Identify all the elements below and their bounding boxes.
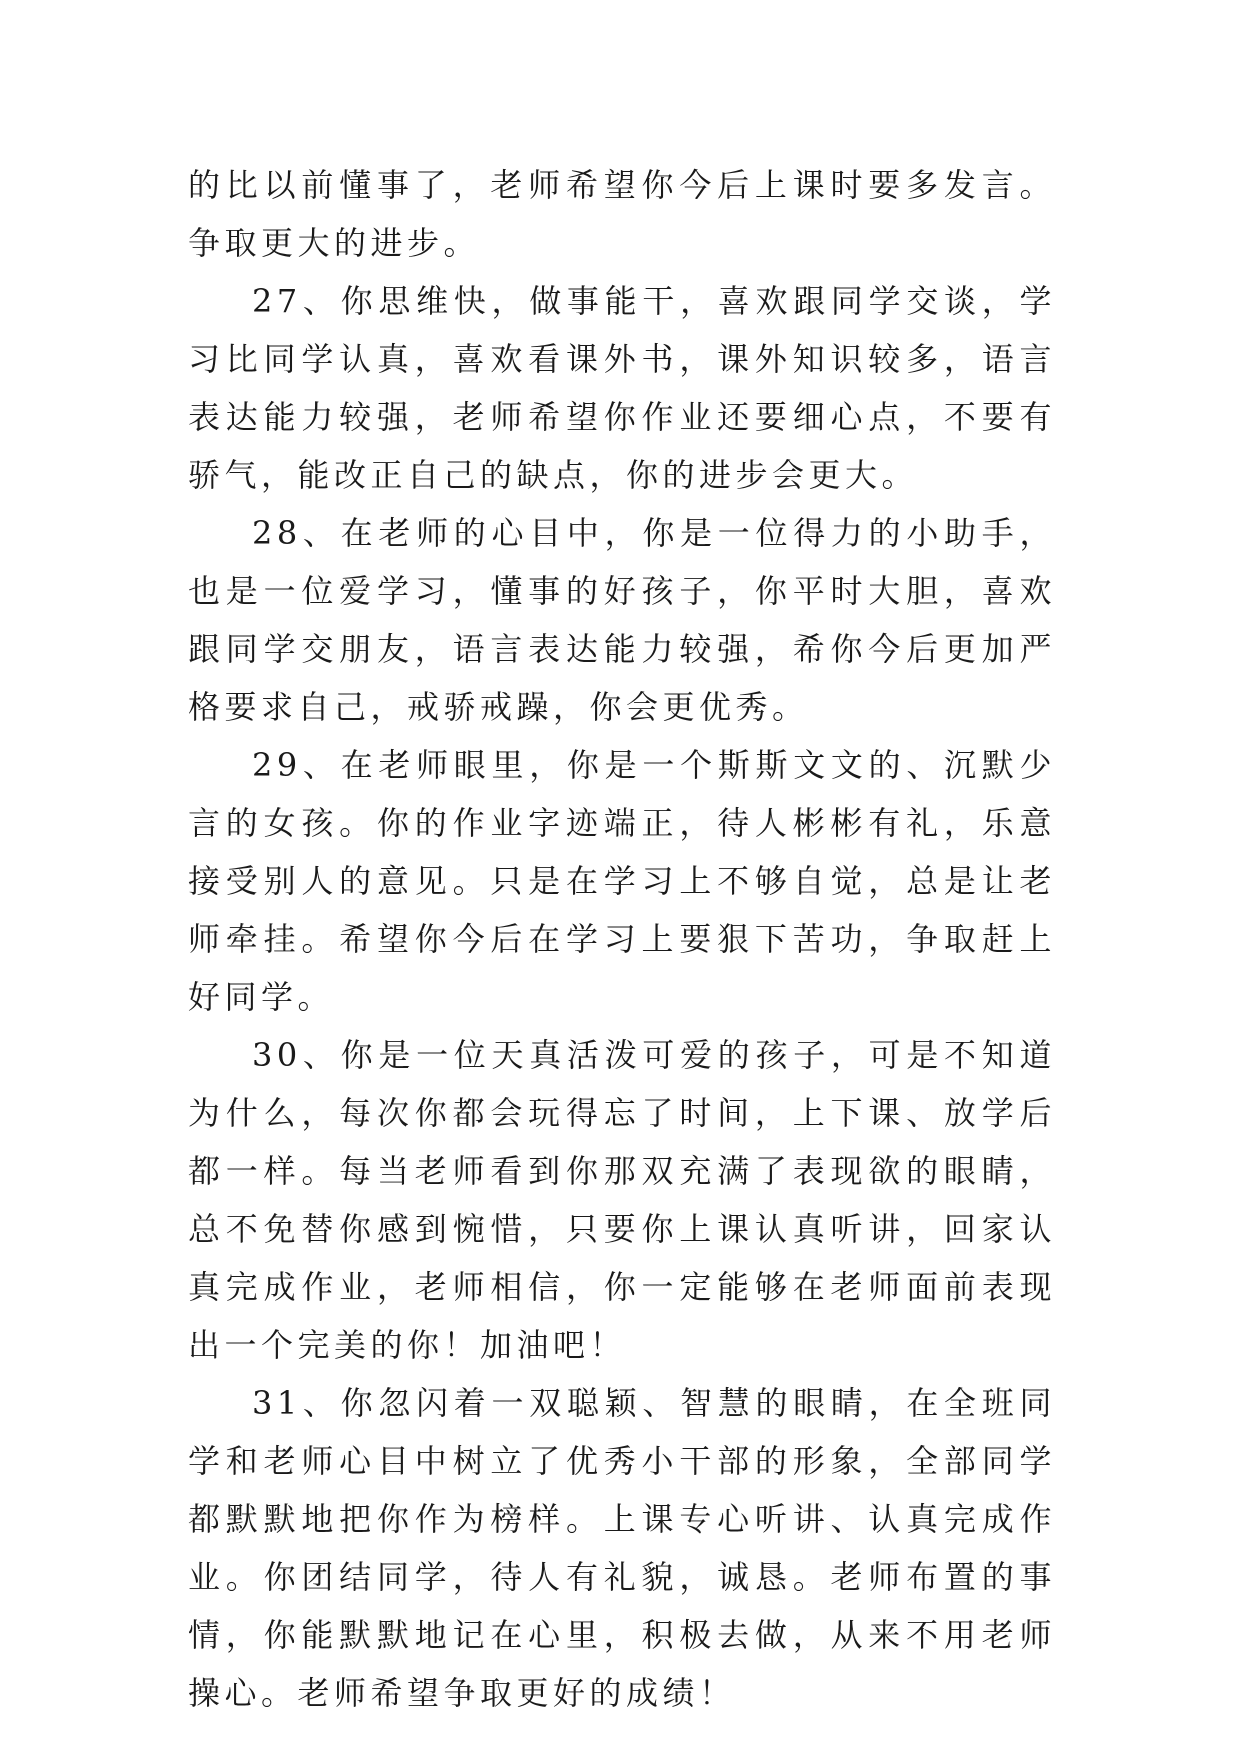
paragraph-item-30: 30、你是一位天真活泼可爱的孩子，可是不知道为什么，每次你都会玩得忘了时间，上下课、放学后都一样。每当老师看到你那双充满了表现欲的眼睛，总不免替你感到惋惜，只要你上课认真听讲，回家认真完成作业，老师相信，你一定能够在老师面前表现出一个完美的你！加油吧！	[188, 1036, 1056, 1364]
paragraph-continuation: 的比以前懂事了，老师希望你今后上课时要多发言。争取更大的进步。	[188, 166, 1056, 262]
paragraph-item-29: 29、在老师眼里，你是一个斯斯文文的、沉默少言的女孩。你的作业字迹端正，待人彬彬有礼，乐意接受别人的意见。只是在学习上不够自觉，总是让老师牵挂。希望你今后在学习上要狠下苦功，争取赶上好同学。	[188, 746, 1056, 1016]
document-body	[188, 156, 1056, 1722]
paragraph-item-28: 28、在老师的心目中，你是一位得力的小助手，也是一位爱学习，懂事的好孩子，你平时大胆，喜欢跟同学交朋友，语言表达能力较强，希你今后更加严格要求自己，戒骄戒躁，你会更优秀。	[188, 514, 1056, 726]
paragraph-item-27: 27、你思维快，做事能干，喜欢跟同学交谈，学习比同学认真，喜欢看课外书，课外知识较多，语言表达能力较强，老师希望你作业还要细心点，不要有骄气，能改正自己的缺点，你的进步会更大。	[188, 282, 1056, 494]
paragraph-item-31: 31、你忽闪着一双聪颖、智慧的眼睛，在全班同学和老师心目中树立了优秀小干部的形象，全部同学都默默地把你作为榜样。上课专心听讲、认真完成作业。你团结同学，待人有礼貌，诚恳。老师布置的事情，你能默默地记在心里，积极去做，从来不用老师操心。老师希望争取更好的成绩！	[188, 1384, 1056, 1712]
